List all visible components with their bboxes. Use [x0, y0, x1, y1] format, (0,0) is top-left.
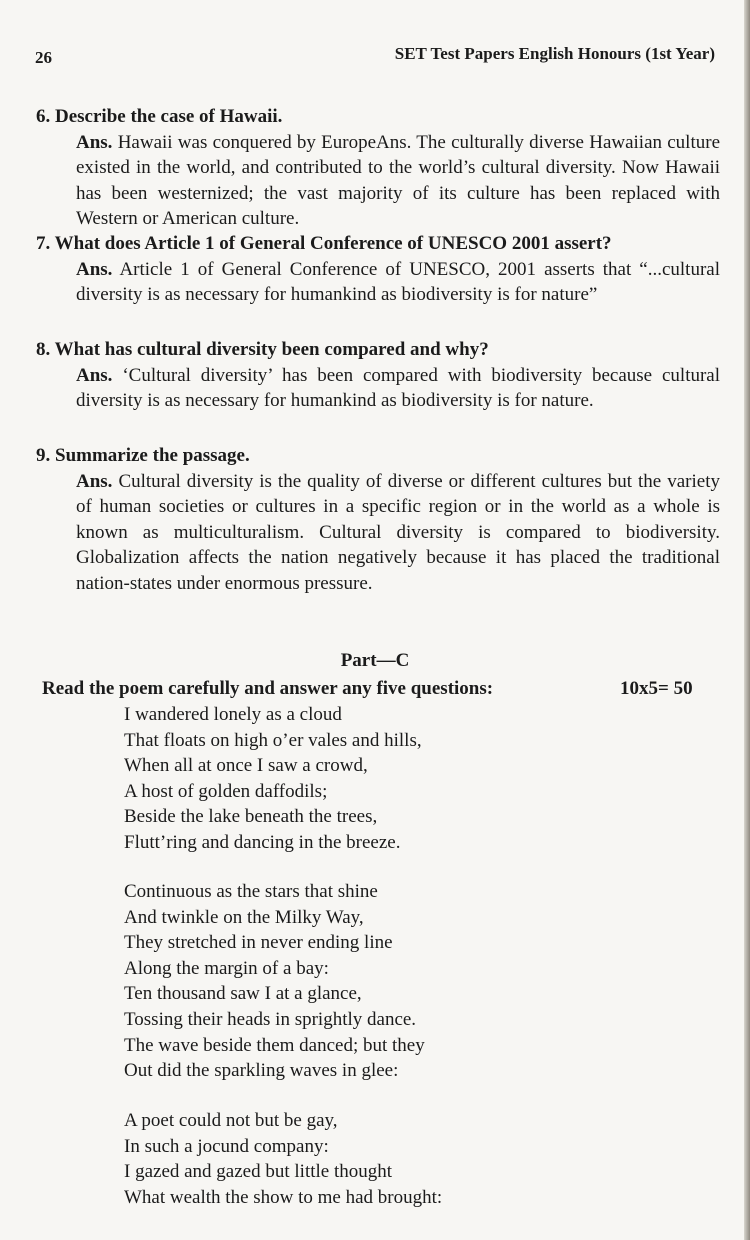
poem-line: I wandered lonely as a cloud — [124, 704, 342, 725]
poem-stanza-1 — [124, 702, 422, 856]
page-edge-shadow — [744, 0, 750, 1240]
poem-line: Tossing their heads in sprightly dance. — [124, 1008, 417, 1030]
answer-label: Ans. — [76, 258, 113, 280]
poem-line: That floats on high o’er vales and hills, — [124, 729, 422, 751]
instruction: Read the poem carefully and answer any five questions: — [42, 678, 494, 699]
poem-line: A host of golden daffodils; — [124, 780, 328, 802]
answer-text: ‘Cultural diversity’ has been compared with biodiversity because cultural diversity is as necessary for humankind as biodiversity is for nature. — [76, 364, 721, 411]
poem-stanza-2 — [124, 879, 425, 1084]
question: 7. What does Article 1 of General Conference of UNESCO 2001 assert? — [36, 233, 612, 254]
poem-line: They stretched in never ending line — [124, 932, 393, 954]
poem-line: And twinkle on the Milky Way, — [124, 906, 364, 928]
answer-label: Ans. — [76, 364, 113, 386]
answer — [76, 363, 720, 414]
question: 6. Describe the case of Hawaii. — [36, 106, 283, 127]
poem-line: Flutt’ring and dancing in the breeze. — [124, 831, 401, 853]
qa-item-6 — [36, 104, 720, 232]
answer-text: Article 1 of General Conference of UNESCO, 2001 asserts that “...cultural diversity is as necessary for humankind as biodiversity is for nature” — [76, 258, 721, 305]
question: 9. Summarize the passage. — [36, 445, 250, 466]
qa-item-8 — [36, 337, 720, 414]
poem-line: What wealth the show to me had brought: — [124, 1186, 443, 1208]
answer-text: Hawaii was conquered by EuropeAns. The culturally diverse Hawaiian culture existed in the world, and contributed to the world’s cultural diversity. Now Hawaii has been westernized; the vast majority of its culture has been replaced with Western or American culture. — [76, 131, 721, 229]
poem-line: Along the margin of a bay: — [124, 957, 329, 979]
poem-line: The wave beside them danced; but they — [124, 1034, 425, 1056]
poem-line: I gazed and gazed but little thought — [124, 1161, 393, 1183]
poem-line: In such a jocund company: — [124, 1135, 329, 1157]
part-heading: Part—C — [340, 650, 410, 671]
poem-line: Ten thousand saw I at a glance, — [124, 983, 362, 1005]
poem-line: Out did the sparkling waves in glee: — [124, 1060, 399, 1082]
page-header — [35, 44, 715, 68]
answer — [76, 469, 720, 597]
poem-line: Continuous as the stars that shine — [124, 881, 378, 902]
qa-item-7 — [36, 231, 720, 308]
poem-line: Beside the lake beneath the trees, — [124, 806, 378, 828]
answer — [76, 257, 720, 308]
answer — [76, 130, 720, 232]
running-title: SET Test Papers English Honours (1st Year) — [394, 44, 715, 63]
answer-text: Cultural diversity is the quality of diverse or different cultures but the variety of human societies or cultures in a specific region or in the world as a whole is known as multiculturalism. Cultural diversity is compared to biodiversity. Globalization affects the nation negatively because it has placed the traditional nation-states under enormous pressure. — [76, 470, 720, 594]
answer-label: Ans. — [76, 470, 113, 492]
poem-stanza-3 — [124, 1108, 442, 1210]
answer-label: Ans. — [76, 131, 113, 153]
marks: 10x5= 50 — [620, 678, 693, 699]
qa-item-9 — [36, 443, 720, 596]
page-number: 26 — [35, 48, 52, 67]
poem-line: A poet could not but be gay, — [124, 1110, 338, 1131]
question: 8. What has cultural diversity been compared and why? — [36, 339, 489, 360]
poem-line: When all at once I saw a crowd, — [124, 755, 368, 777]
